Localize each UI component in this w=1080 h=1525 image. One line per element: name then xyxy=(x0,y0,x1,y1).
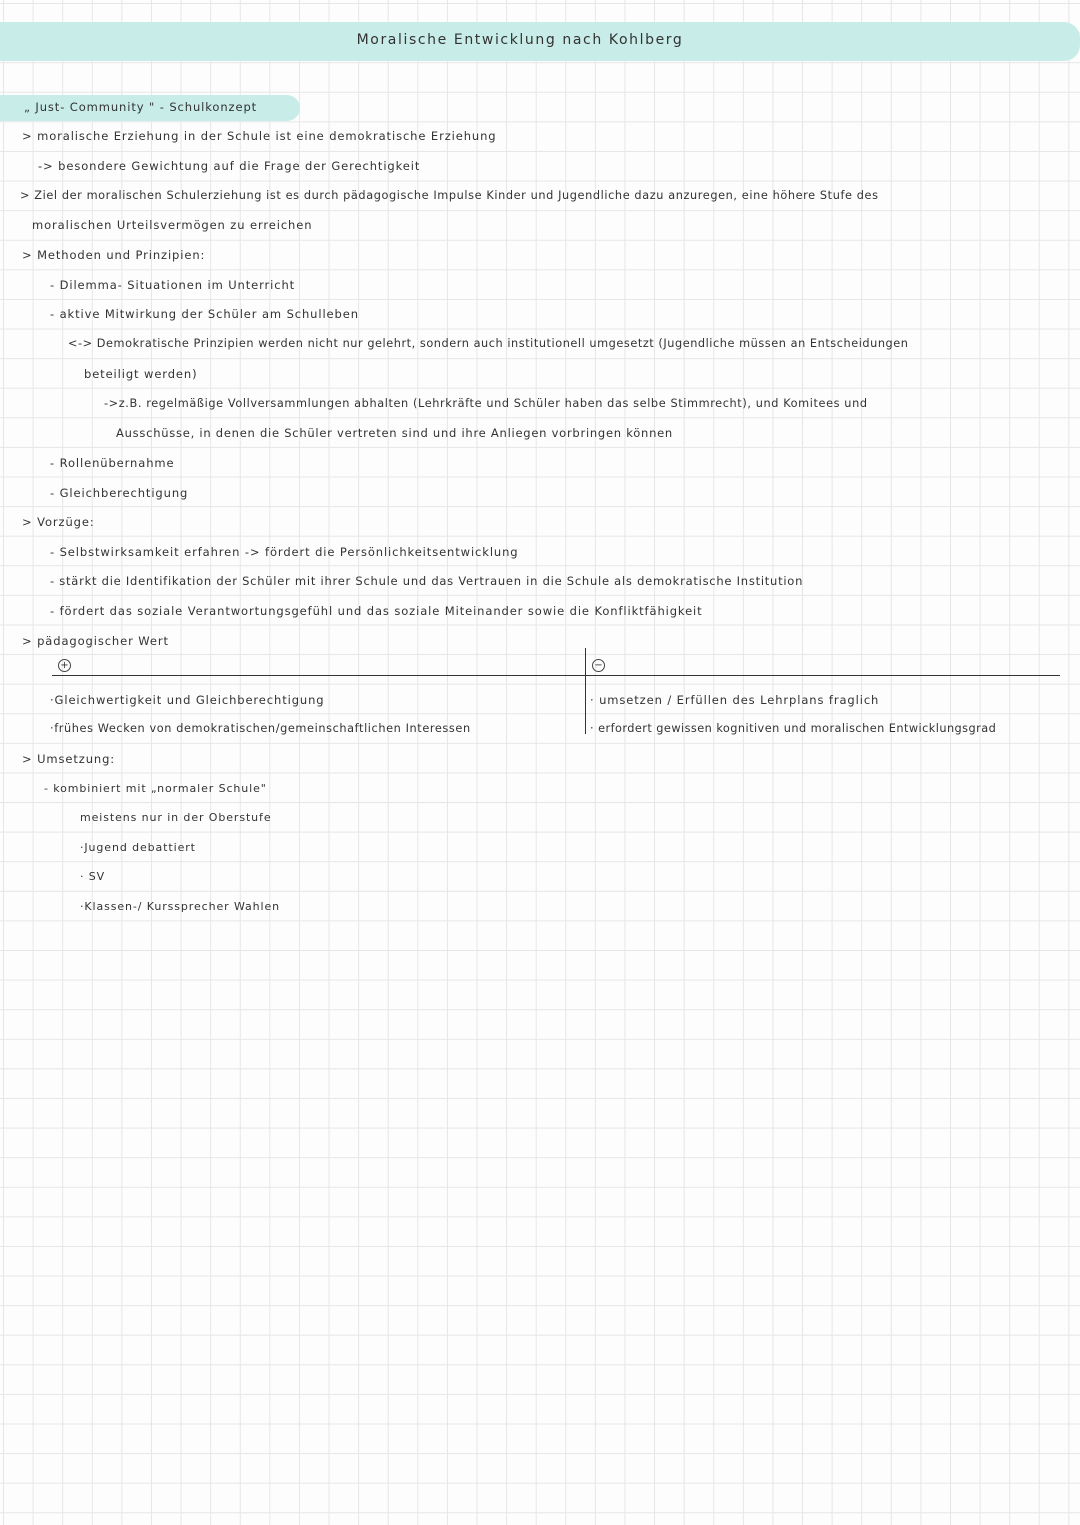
text-line: > Vorzüge: xyxy=(22,515,95,529)
page-title: Moralische Entwicklung nach Kohlberg xyxy=(356,32,684,48)
list-item: · SV xyxy=(80,870,106,883)
list-item: - aktive Mitwirkung der Schüler am Schulleben xyxy=(50,307,359,321)
section-heading: „ Just- Community " - Schulkonzept xyxy=(24,100,258,114)
minus-icon: − xyxy=(592,659,605,672)
list-item: ·Jugend debattiert xyxy=(80,841,196,854)
list-item: - fördert das soziale Verantwortungsgefühl und das soziale Miteinander sowie die Konfliktfähigkeit xyxy=(50,604,703,618)
table-divider-horizontal xyxy=(52,675,1060,676)
text-line: -> besondere Gewichtung auf die Frage der Gerechtigkeit xyxy=(38,159,421,173)
text-line: > pädagogischer Wert xyxy=(22,634,169,648)
list-item: - Gleichberechtigung xyxy=(50,486,189,500)
text-line: > Ziel der moralischen Schulerziehung ist es durch pädagogische Impulse Kinder und Jugendliche dazu anzuregen, eine höhere Stufe des xyxy=(20,189,879,202)
table-divider-vertical xyxy=(585,648,586,734)
list-item: - Selbstwirksamkeit erfahren -> fördert die Persönlichkeitsentwicklung xyxy=(50,545,519,559)
plus-icon: + xyxy=(58,659,71,672)
text-line: > Umsetzung: xyxy=(22,752,116,766)
text-line: ->z.B. regelmäßige Vollversammlungen abhalten (Lehrkräfte und Schüler haben das selbe Stimmrecht), und Komitees und xyxy=(104,397,868,410)
list-item: - kombiniert mit „normaler Schule" xyxy=(44,782,267,795)
text-line: beteiligt werden) xyxy=(84,367,198,381)
text-line: > moralische Erziehung in der Schule ist eine demokratische Erziehung xyxy=(22,129,497,143)
text-line: Ausschüsse, in denen die Schüler vertreten sind und ihre Anliegen vorbringen können xyxy=(116,426,673,440)
text-line: <-> Demokratische Prinzipien werden nicht nur gelehrt, sondern auch institutionell umgesetzt (Jugendliche müssen an Entscheidungen xyxy=(68,337,909,350)
pro-item: ·frühes Wecken von demokratischen/gemeinschaftlichen Interessen xyxy=(50,722,471,735)
pro-item: ·Gleichwertigkeit und Gleichberechtigung xyxy=(50,693,325,707)
list-item: - Dilemma- Situationen im Unterricht xyxy=(50,278,296,292)
con-item: · erfordert gewissen kognitiven und moralischen Entwicklungsgrad xyxy=(590,722,997,735)
list-item: ·Klassen-/ Kurssprecher Wahlen xyxy=(80,900,281,913)
text-line: moralischen Urteilsvermögen zu erreichen xyxy=(32,218,313,232)
list-item: - stärkt die Identifikation der Schüler mit ihrer Schule und das Vertrauen in die Schule als demokratische Institution xyxy=(50,574,804,588)
con-item: · umsetzen / Erfüllen des Lehrplans fraglich xyxy=(590,693,880,707)
list-item: - Rollenübernahme xyxy=(50,456,175,470)
text-line: > Methoden und Prinzipien: xyxy=(22,248,206,262)
list-item: meistens nur in der Oberstufe xyxy=(80,811,272,824)
